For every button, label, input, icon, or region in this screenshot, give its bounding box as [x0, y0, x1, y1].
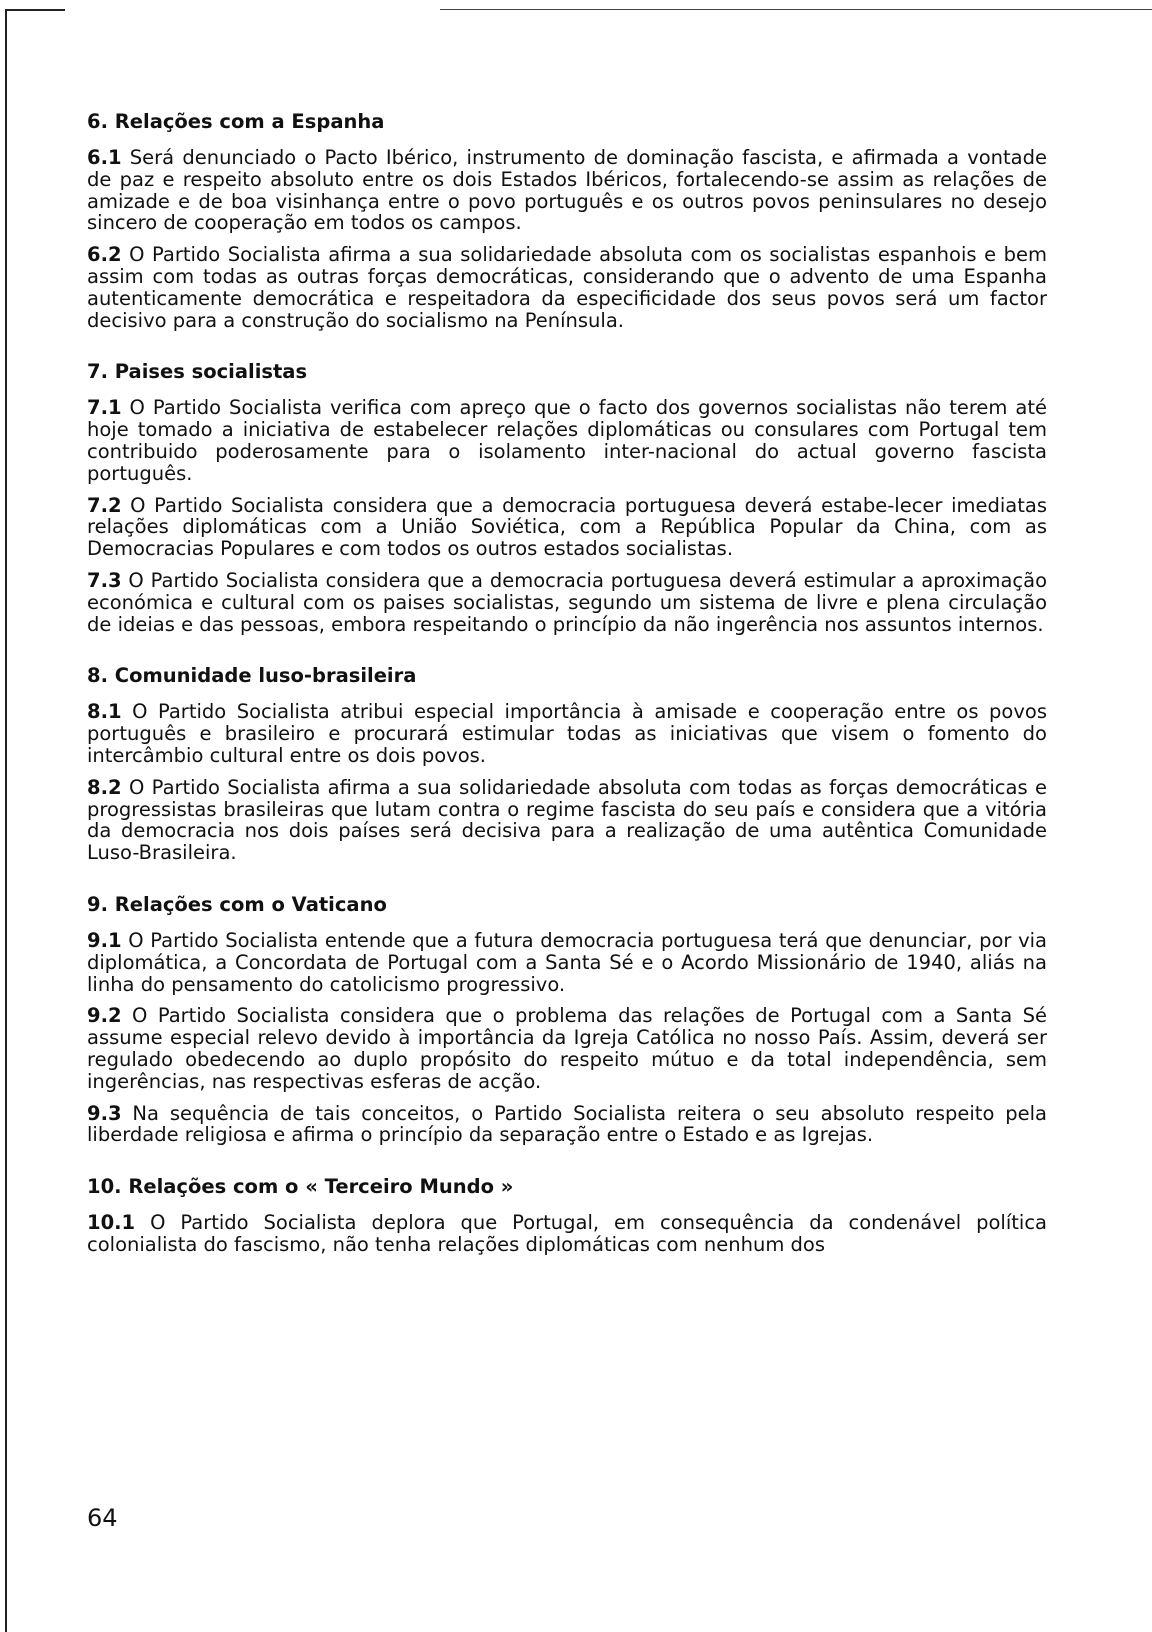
paragraph-number: 9.3	[87, 1101, 122, 1125]
paragraph	[87, 1005, 1047, 1092]
paragraph	[87, 244, 1047, 331]
paragraph-text: O Partido Socialista entende que a futura democracia portuguesa terá que denunciar, por via diplomática, a Concordata de Portugal com a Santa Sé e o Acordo Missionário de 1940, aliás na linha do pensamento do catolicismo progressivo.	[87, 928, 1047, 996]
paragraph-text: O Partido Socialista afirma a sua solidariedade absoluta com os socialistas espanhois e bem assim com todas as outras forças democráticas, considerando que o advento de uma Espanha autenticamente democrática e respeitadora da especificidade dos seus povos será um factor decisivo para a construção do socialismo na Península.	[87, 243, 1047, 332]
paragraph-number: 8.2	[87, 775, 122, 799]
document-page	[87, 109, 1047, 1284]
paragraph-number: 7.2	[87, 493, 122, 517]
paragraph-number: 9.2	[87, 1004, 122, 1028]
paragraph-text: Será denunciado o Pacto Ibérico, instrumento de dominação fascista, e afirmada a vontade de paz e respeito absoluto entre os dois Estados Ibéricos, fortalecendo-se assim as relações de amizade e de boa visinhança entre o povo português e os outros povos peninsulares no desejo sincero de cooperação em todos os campos.	[87, 146, 1047, 235]
section-heading: 6. Relações com a Espanha	[87, 110, 385, 133]
paragraph	[87, 1103, 1047, 1147]
paragraph-text: O Partido Socialista considera que o problema das relações de Portugal com a Santa Sé assume especial relevo devido à importância da Igreja Católica no nosso País. Assim, deverá ser regulado obedecendo ao duplo propósito do respeito mútuo e da total independência, sem ingerências, nas respectivas esferas de acção.	[87, 1004, 1047, 1093]
section-heading: 8. Comunidade luso-brasileira	[87, 664, 417, 688]
paragraph	[87, 147, 1047, 234]
paragraph-number: 7.3	[87, 568, 122, 592]
section-paises-socialistas	[87, 359, 1047, 635]
paragraph	[87, 570, 1047, 635]
paragraph	[87, 1212, 1047, 1256]
scan-edge-top-right	[440, 9, 1152, 10]
scan-edge-left	[5, 9, 7, 1632]
paragraph-number: 7.1	[87, 396, 122, 420]
paragraph	[87, 701, 1047, 766]
paragraph-number: 8.1	[87, 700, 122, 724]
paragraph-text: O Partido Socialista deplora que Portugal, em consequência da condenável política colonialista do fascismo, não tenha relações diplomáticas com nenhum dos	[87, 1211, 1047, 1256]
section-comunidade-luso-brasileira	[87, 663, 1047, 864]
paragraph-number: 10.1	[87, 1211, 136, 1235]
paragraph	[87, 777, 1047, 864]
section-heading: 7. Paises socialistas	[87, 360, 308, 384]
section-relacoes-terceiro-mundo	[87, 1174, 1047, 1256]
paragraph-text: O Partido Socialista considera que a democracia portuguesa deverá estabe-lecer imediatas relações diplomáticas com a União Soviética, com a República Popular da China, com as Democracias Populares e com todos os outros estados socialistas.	[87, 493, 1047, 561]
scan-edge-top	[5, 9, 65, 11]
section-relacoes-espanha	[87, 109, 1047, 331]
section-heading: 10. Relações com o « Terceiro Mundo »	[87, 1175, 514, 1199]
paragraph-text: O Partido Socialista verifica com apreço que o facto dos governos socialistas não terem até hoje tomado a iniciativa de estabelecer relações diplomáticas ou consulares com Portugal tem contribuido poderosamente para o isolamento inter-nacional do actual governo fascista português.	[87, 396, 1047, 485]
section-relacoes-vaticano	[87, 892, 1047, 1146]
paragraph-number: 9.1	[87, 928, 122, 952]
paragraph-text: O Partido Socialista atribui especial importância à amisade e cooperação entre os povos português e brasileiro e procurará estimular todas as iniciativas que visem o fomento do intercâmbio cultural entre os dois povos.	[87, 700, 1047, 767]
page-number: 64	[87, 1504, 118, 1532]
paragraph-number: 6.1	[87, 146, 122, 169]
section-heading: 9. Relações com o Vaticano	[87, 892, 387, 916]
paragraph-text: Na sequência de tais conceitos, o Partido Socialista reitera o seu absoluto respeito pela liberdade religiosa e afirma o princípio da separação entre o Estado e as Igrejas.	[87, 1101, 1047, 1147]
paragraph-number: 6.2	[87, 243, 122, 267]
paragraph-text: O Partido Socialista considera que a democracia portuguesa deverá estimular a aproximação económica e cultural com os paises socialistas, segundo um sistema de livre e plena circulação de ideias e das pessoas, embora respeitando o princípio da não ingerência nos assuntos internos.	[87, 568, 1047, 636]
paragraph	[87, 495, 1047, 560]
paragraph	[87, 397, 1047, 484]
paragraph-text: O Partido Socialista afirma a sua solidariedade absoluta com todas as forças democráticas e progressistas brasileiras que lutam contra o regime fascista do seu país e considera que a vitória da democracia nos dois países será decisiva para a realização de uma autêntica Comunidade Luso-Brasileira.	[87, 775, 1047, 865]
paragraph	[87, 930, 1047, 995]
